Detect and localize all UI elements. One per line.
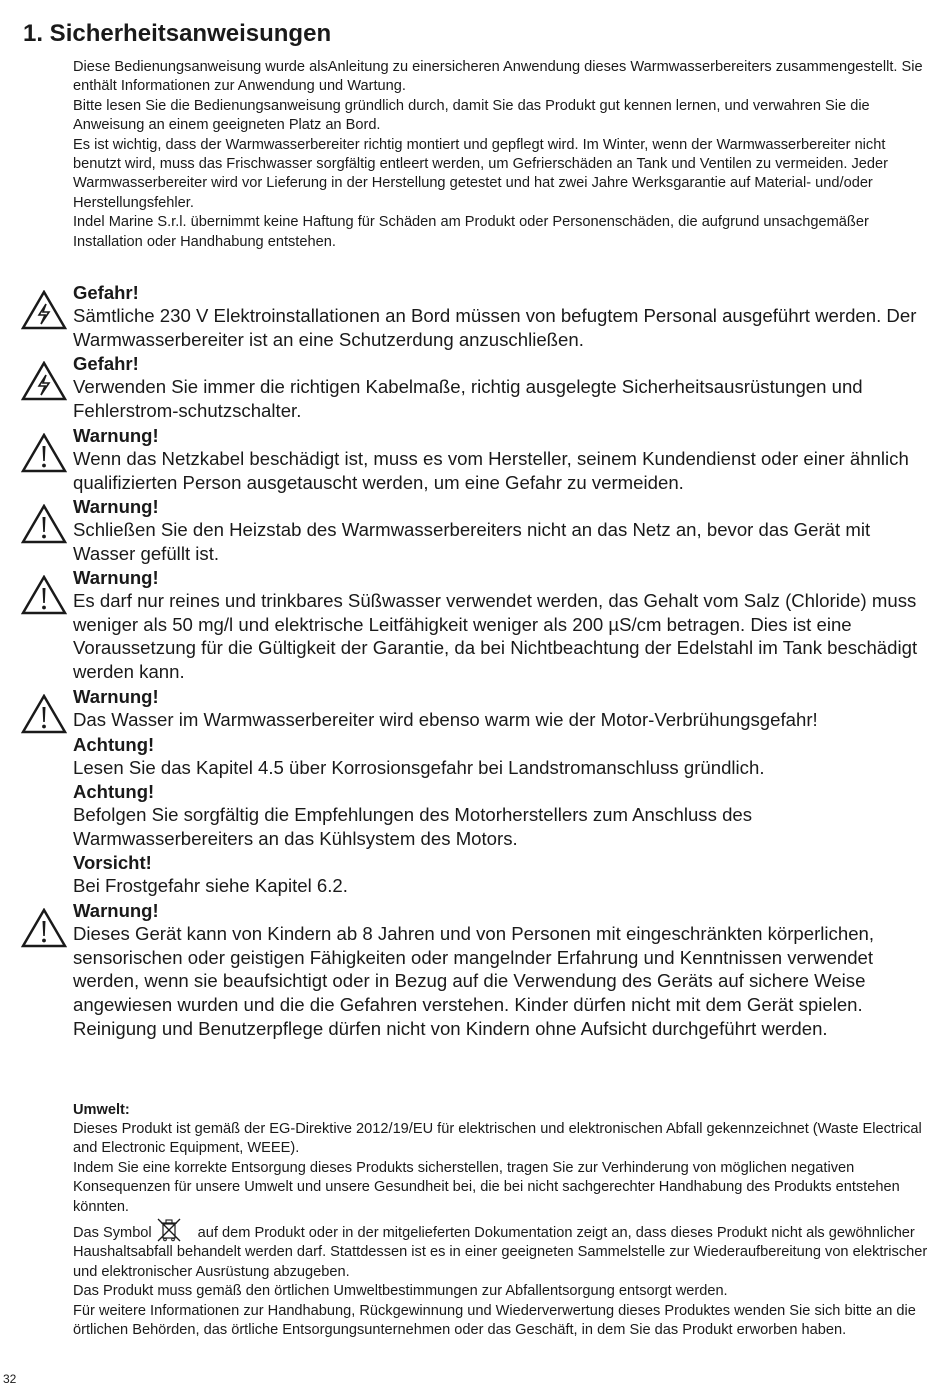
notice-heading: Gefahr!: [73, 353, 139, 374]
environment-paragraph: Dieses Produkt ist gemäß der EG-Direktive 2012/19/EU für elektrischen und elektronischen Abfall gekennzeichnet (Waste Electrical and Electronic Equipment, WEEE).: [73, 1121, 922, 1157]
environment-heading: Umwelt:: [73, 1102, 130, 1118]
notice-text: Das Wasser im Warmwasserbereiter wird ebenso warm wie der Motor-Verbrühungsgefahr!: [73, 709, 818, 730]
notice-heading: Achtung!: [73, 734, 155, 755]
crossed-out-bin-icon: [156, 1217, 182, 1243]
notice-warning: [73, 425, 933, 494]
warning-icon: [21, 504, 67, 544]
intro-paragraph: Bitte lesen Sie die Bedienungsanweisung gründlich durch, damit Sie das Produkt gut kennen lernen, und verwahren Sie die Anweisung an einem geeigneten Platz an Bord.: [73, 97, 870, 134]
notice-danger: [73, 282, 933, 351]
notice-text: Lesen Sie das Kapitel 4.5 über Korrosionsgefahr bei Landstromanschluss gründlich.: [73, 757, 765, 778]
environment-paragraph: Das Produkt muss gemäß den örtlichen Umweltbestimmungen zur Abfallentsorgung entsorgt werden.: [73, 1283, 728, 1300]
intro-paragraph: Es ist wichtig, dass der Warmwasserbereiter richtig montiert und gepflegt wird. Im Winter, wenn der Warmwasserbereiter nicht benutzt wird, muss das Frischwasser sorgfältig entleert werden, um Gefrierschäden an Tank und Ventilen zu vermeiden. Jeder Warmwasserbereiter wird vor Lieferung in der Herstellung getestet und hat zwei Jahre Werksgarantie auf Material- und/oder Herstellungsfehler.: [73, 136, 888, 211]
notice-text: Es darf nur reines und trinkbares Süßwasser verwendet werden, das Gehalt vom Salz (Chloride) muss weniger als 50 mg/l und elektrische Leitfähigkeit weniger als 200 µS/cm betragen. Dies ist eine Voraussetzung für die Gültigkeit der Garantie, da bei Nichtbeachtung der Edelstahl im Tank beschädigt werden kann.: [73, 590, 918, 683]
electric-hazard-icon: [21, 361, 67, 401]
notice-heading: Vorsicht!: [73, 852, 152, 873]
warning-icon: [21, 433, 67, 473]
notice-caution: [73, 781, 933, 850]
intro-paragraph: Indel Marine S.r.l. übernimmt keine Haftung für Schäden am Produkt oder Personenschäden, die aufgrund unsachgemäßer Installation oder Handhabung entstehen.: [73, 214, 869, 250]
warning-icon: [21, 908, 67, 948]
notice-text: Wenn das Netzkabel beschädigt ist, muss es vom Hersteller, seinem Kundendienst oder einer ähnlich qualifizierten Person ausgetauscht werden, um eine Gefahr zu vermeiden.: [73, 448, 909, 493]
notice-heading: Warnung!: [73, 496, 159, 517]
notice-caution: [73, 734, 933, 780]
notice-heading: Warnung!: [73, 567, 159, 588]
electric-hazard-icon: [21, 290, 67, 330]
notice-text: Sämtliche 230 V Elektroinstallationen an Bord müssen von befugtem Personal ausgeführt werden. Der Warmwasserbereiter ist an eine Schutzerdung anzuschließen.: [73, 305, 917, 350]
symbol-explanation-text: auf dem Produkt oder in der mitgelieferten Dokumentation zeigt an, dass dieses Produkt nicht als gewöhnlicher Haushaltsabfall behandelt werden darf. Stattdessen ist es in einer geeigneten Sammelstelle zur Wiederaufbereitung von elektrischer und elektronischer Ausrüstung abzugeben.: [73, 1225, 928, 1280]
environment-paragraph: Indem Sie eine korrekte Entsorgung dieses Produkts sicherstellen, tragen Sie zur Verhinderung von möglichen negativen Konsequenzen für unsere Umwelt und unsere Gesundheit bei, die bei nicht sachgerechter Handhabung des Produkts entstehen könnten.: [73, 1159, 900, 1215]
notice-danger: [73, 353, 933, 422]
environment-paragraph: [73, 1217, 933, 1282]
page-title: 1. Sicherheitsanweisungen: [23, 20, 332, 47]
notice-warning: [73, 900, 933, 1041]
notice-text: Bei Frostgefahr siehe Kapitel 6.2.: [73, 875, 348, 896]
notice-text: Befolgen Sie sorgfältig die Empfehlungen des Motorherstellers zum Anschluss des Warmwasserbereiters an das Kühlsystem des Motors.: [73, 804, 753, 849]
notice-text: Verwenden Sie immer die richtigen Kabelmaße, richtig ausgelegte Sicherheitsausrüstungen und Fehlerstrom-schutzschalter.: [73, 376, 863, 421]
notice-heading: Warnung!: [73, 900, 159, 921]
warning-icon: [21, 575, 67, 615]
intro-paragraph: Diese Bedienungsanweisung wurde alsAnleitung zu einersicheren Anwendung dieses Warmwasserbereiters zusammengestellt. Sie enthält Informationen zur Anwendung und Wartung.: [73, 59, 923, 95]
environment-section: [73, 1100, 933, 1340]
warning-icon: [21, 694, 67, 734]
notice-text: Schließen Sie den Heizstab des Warmwasserbereiters nicht an das Netz an, bevor das Gerät mit Wasser gefüllt ist.: [73, 519, 871, 564]
notice-heading: Warnung!: [73, 686, 159, 707]
symbol-intro-text: Das Symbol: [73, 1225, 152, 1242]
notice-warning: [73, 496, 933, 565]
notice-warning: [73, 567, 933, 684]
page-number: 32: [3, 1372, 17, 1386]
intro-section: [73, 58, 933, 252]
notice-warning: [73, 686, 943, 732]
notice-caution: [73, 852, 933, 898]
notice-heading: Achtung!: [73, 781, 155, 802]
environment-paragraph: Für weitere Informationen zur Handhabung, Rückgewinnung und Wiederverwertung dieses Produktes wenden Sie sich bitte an die örtlichen Behörden, das örtliche Entsorgungsunternehmen oder das Geschäft, in dem Sie das Produkt erworben haben.: [73, 1302, 916, 1339]
notice-heading: Gefahr!: [73, 282, 139, 303]
notice-heading: Warnung!: [73, 425, 159, 446]
notice-text: Dieses Gerät kann von Kindern ab 8 Jahren und von Personen mit eingeschränkten körperlichen, sensorischen oder geistigen Fähigkeiten oder mangelnder Erfahrung und Kenntnissen verwendet werden, wenn sie beaufsichtigt oder in Bezug auf die Verwendung des Geräts auf sichere Weise angewiesen wurden und die die Gefahren verstehen. Kinder dürfen nicht mit dem Gerät spielen. Reinigung und Benutzerpflege dürfen nicht von Kindern ohne Aufsicht durchgeführt werden.: [73, 923, 875, 1039]
